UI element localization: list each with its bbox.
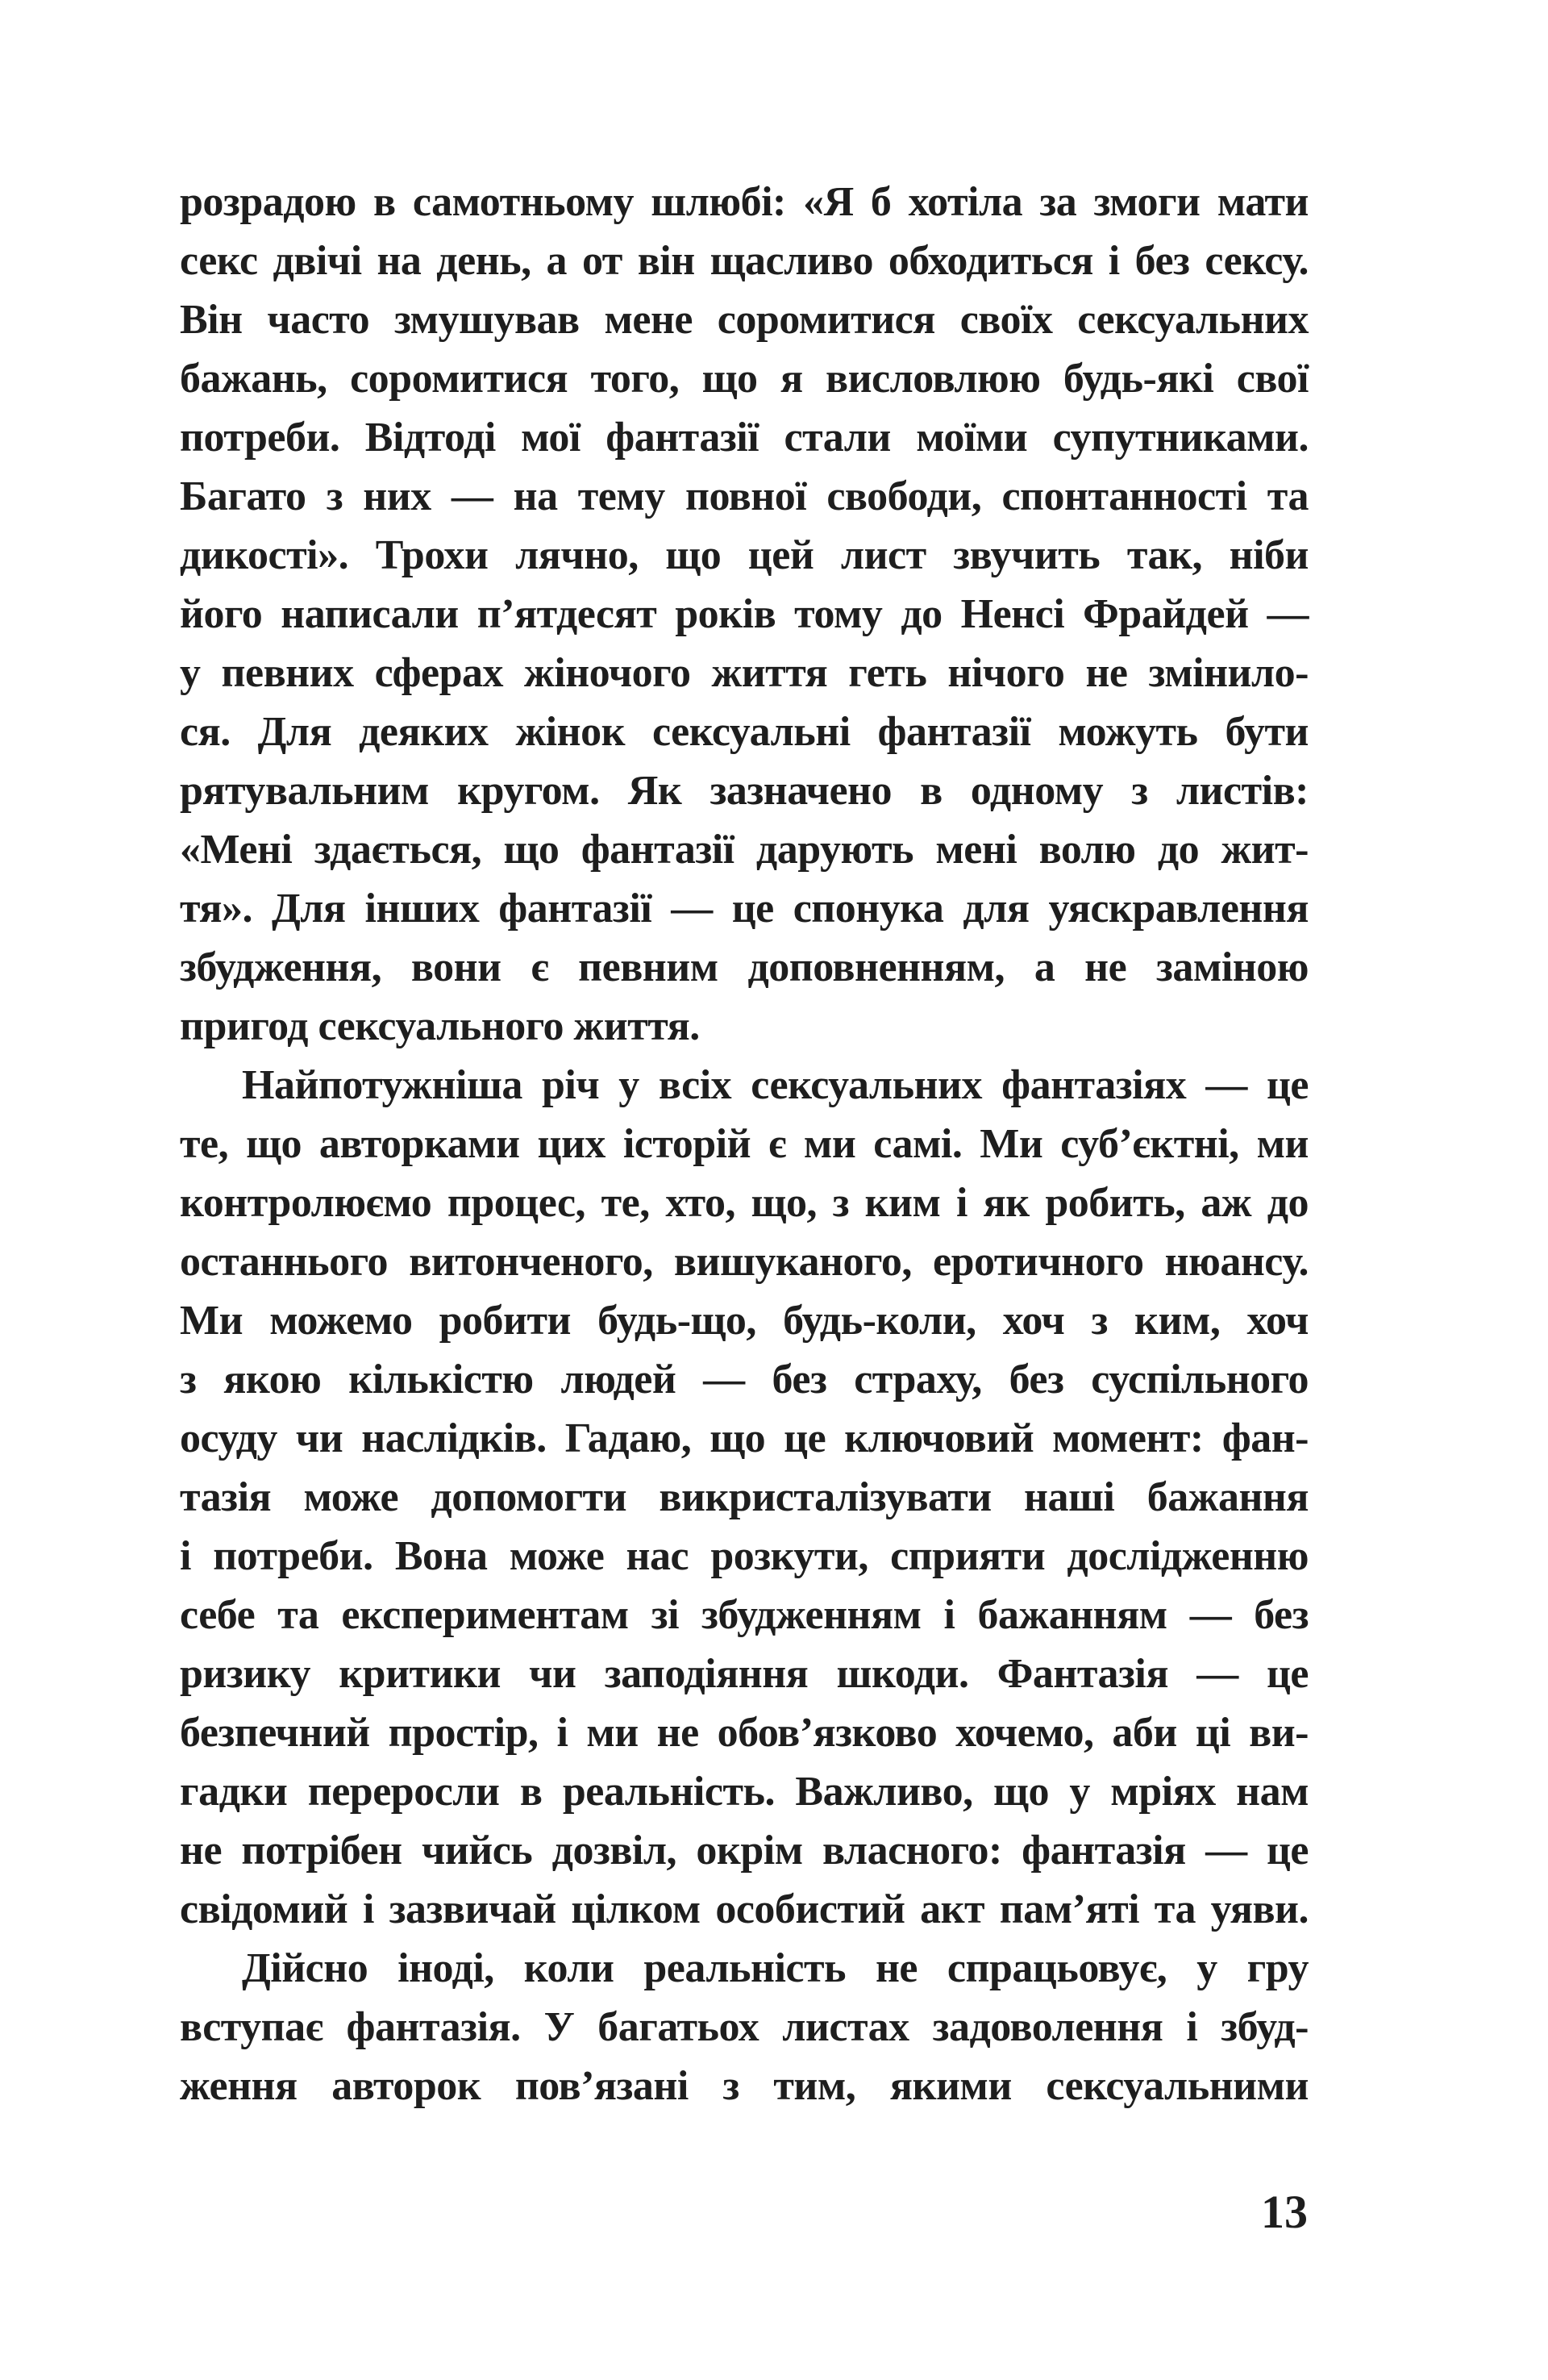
text-line: не потрібен чийсь дозвіл, окрім власного: фантазія — це: [180, 1828, 1309, 1874]
text-line: збудження, вони є певним доповненням, а не заміною: [180, 944, 1309, 990]
text-line: ся. Для деяких жінок сексуальні фантазії можуть бути: [180, 709, 1309, 755]
text-line: бажань, соромитися того, що я висловлюю будь-які свої: [180, 356, 1309, 402]
text-line: осуду чи наслідків. Гадаю, що це ключовий момент: фан-: [180, 1415, 1309, 1461]
text-line: секс двічі на день, а от він щасливо обходиться і без сексу.: [180, 238, 1309, 284]
text-line: потреби. Відтоді мої фантазії стали моїми супутниками.: [180, 415, 1309, 461]
text-line: контролюємо процес, те, хто, що, з ким і як робить, аж до: [180, 1180, 1309, 1226]
text-line: свідомий і зазвичай цілком особистий акт пам’яті та уяви.: [180, 1886, 1309, 1932]
text-line: гадки переросли в реальність. Важливо, що у мріях нам: [180, 1769, 1309, 1815]
text-line: Ми можемо робити будь-що, будь-коли, хоч з ким, хоч: [180, 1298, 1309, 1344]
text-line: у певних сферах жіночого життя геть нічого не змінило-: [180, 650, 1309, 696]
text-line: тя». Для інших фантазії — це спонука для уяскравлення: [180, 886, 1309, 932]
text-line: «Мені здається, що фантазії дарують мені волю до жит-: [180, 827, 1309, 873]
text-line: ризику критики чи заподіяння шкоди. Фантазія — це: [180, 1651, 1309, 1697]
body-text: [180, 173, 1309, 2115]
text-line: ження авторок пов’язані з тим, якими сексуальними: [180, 2063, 1309, 2109]
text-line: його написали п’ятдесят років тому до Ненсі Фрайдей —: [180, 591, 1309, 637]
text-line: Найпотужніша річ у всіх сексуальних фантазіях — це: [242, 1062, 1309, 1108]
text-line: тазія може допомогти викристалізувати наші бажання: [180, 1474, 1309, 1520]
text-line: вступає фантазія. У багатьох листах задоволення і збуд-: [180, 2004, 1309, 2050]
text-line: останнього витонченого, вишуканого, еротичного нюансу.: [180, 1239, 1309, 1285]
text-line: пригод сексуального життя.: [180, 1003, 700, 1049]
text-line: Дійсно іноді, коли реальність не спрацьовує, у гру: [242, 1945, 1309, 1991]
text-line: з якою кількістю людей — без страху, без суспільного: [180, 1357, 1309, 1403]
text-line: дикості». Трохи лячно, що цей лист звучить так, ніби: [180, 532, 1309, 578]
text-line: розрадою в самотньому шлюбі: «Я б хотіла за змоги мати: [180, 179, 1309, 225]
text-line: безпечний простір, і ми не обов’язково хочемо, аби ці ви-: [180, 1710, 1309, 1756]
page-number: 13: [1261, 2186, 1308, 2238]
text-line: те, що авторками цих історій є ми самі. Ми суб’єктні, ми: [180, 1121, 1309, 1167]
paragraph-3: [180, 1939, 1309, 2115]
paragraph-2: [180, 1056, 1309, 1939]
text-line: Він часто змушував мене соромитися своїх сексуальних: [180, 297, 1309, 343]
paragraph-1: [180, 173, 1309, 1056]
text-line: рятувальним кругом. Як зазначено в одному з листів:: [180, 768, 1309, 814]
text-line: себе та експериментам зі збудженням і бажанням — без: [180, 1592, 1309, 1638]
text-line: Багато з них — на тему повної свободи, спонтанності та: [180, 473, 1309, 519]
text-line: і потреби. Вона може нас розкути, сприяти дослідженню: [180, 1533, 1309, 1579]
